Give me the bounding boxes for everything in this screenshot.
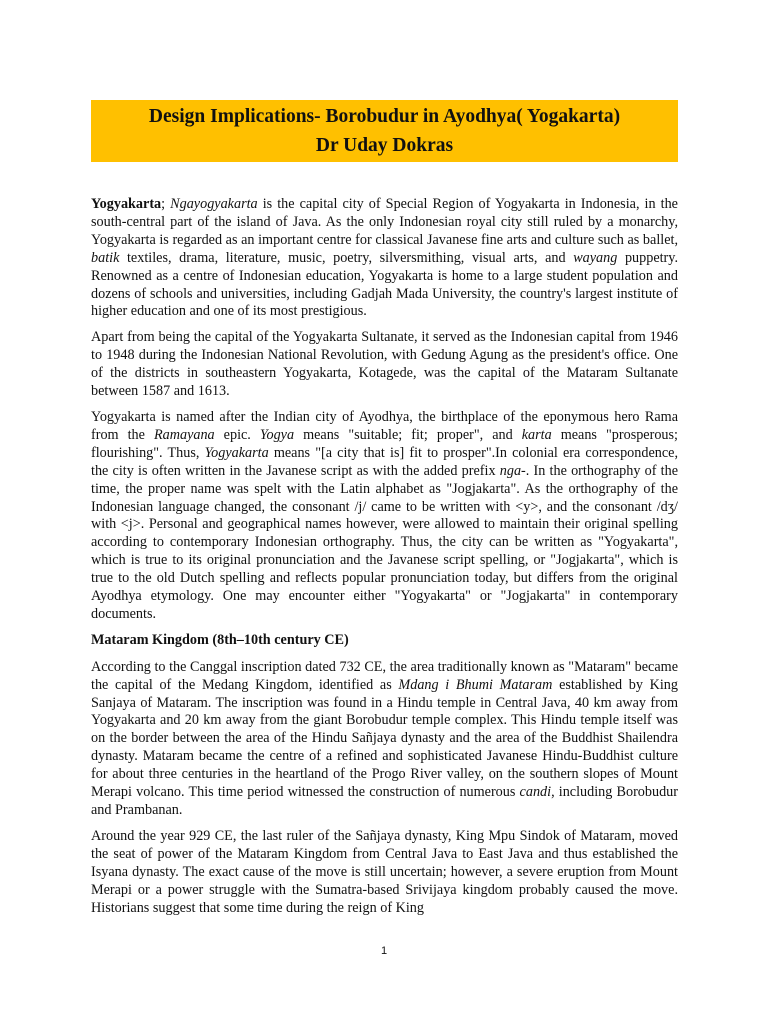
paragraph-move: Around the year 929 CE, the last ruler of the Sañjaya dynasty, King Mpu Sindok of Mataram, moved the seat of power of the Mataram Kingdom from Central Java to East Java and thus established the Isyana dynasty. The exact cause of the move is still uncertain; however, a severe eruption from Mount Merapi or a power struggle with the Sumatra-based Srivijaya kingdom probably caused the move. Historians suggest that some time during the reign of King [91, 827, 678, 916]
document-author: Dr Uday Dokras [315, 135, 454, 156]
paragraph-intro: Yogyakarta; Ngayogyakarta is the capital city of Special Region of Yogyakarta in Indonesia, in the south-central part of the island of Java. As the only Indonesian royal city still ruled by a monarchy, Yogyakarta is regarded as an important centre for classical Javanese fine arts and culture such as ballet, batik textiles, drama, literature, music, poetry, silversmithing, visual arts, and wayang puppetry. Renowned as a centre of Indonesian education, Yogyakarta is home to a large student population and dozens of schools and universities, including Gadjah Mada University, the country's largest institute of higher education and one of its most prestigious. [91, 196, 678, 320]
paragraph-etymology: Yogyakarta is named after the Indian city of Ayodhya, the birthplace of the eponymous hero Rama from the Ramayana epic. Yogya means "suitable; fit; proper", and karta means "prosperous; flourishing". Thus, Yogyakarta means "[a city that is] fit to prosper".In colonial era correspondence, the city is often written in the Javanese script as with the added prefix nga-. In the orthography of the time, the proper name was spelt with the Latin alphabet as "Jogjakarta". As the orthography of the Indonesian language changed, the consonant /j/ came to be written with <y>, and the consonant /dʒ/ with <j>. Personal and geographical names however, were allowed to maintain their original spelling according to contemporary Indonesian orthography. Thus, the city can be written as "Yogyakarta", which is true to its original pronunciation and the Javanese script spelling, or "Jogjakarta", which is true to the old Dutch spelling and reflects popular pronunciation today, but differs from the original Ayodhya etymology. One may encounter either "Yogyakarta" or "Jogjakarta" in contemporary documents. [91, 408, 678, 622]
paragraph-capital: Apart from being the capital of the Yogyakarta Sultanate, it served as the Indonesian capital from 1946 to 1948 during the Indonesian National Revolution, with Gedung Agung as the president's office. One of the districts in southeastern Yogyakarta, Kotagede, was the capital of the Mataram Sultanate between 1587 and 1613. [91, 329, 678, 400]
document-title: Design Implications- Borobudur in Ayodhya( Yogakarta) [148, 106, 621, 127]
paragraph-mataram: According to the Canggal inscription dated 732 CE, the area traditionally known as "Mataram" became the capital of the Medang Kingdom, identified as Mdang i Bhumi Mataram established by King Sanjaya of Mataram. The inscription was found in a Hindu temple in Central Java, 40 km away from Yogyakarta and 20 km away from the giant Borobudur temple complex. This Hindu temple itself was on the border between the area of the Hindu Sañjaya dynasty and the area of the Buddhist Shailendra dynasty. Mataram became the centre of a refined and sophisticated Javanese Hindu-Buddhist culture for about three centuries in the heartland of the Progo River valley, on the southern slopes of Mount Merapi volcano. This time period witnessed the construction of numerous candi, including Borobudur and Prambanan. [91, 658, 678, 818]
section-heading-mataram: Mataram Kingdom (8th–10th century CE) [91, 631, 349, 648]
document-body [91, 196, 678, 925]
page-number: 1 [380, 945, 388, 957]
term-italic: Ngayogyakarta [170, 196, 258, 212]
title-banner [91, 100, 678, 162]
term-bold: Yogyakarta [91, 196, 162, 212]
